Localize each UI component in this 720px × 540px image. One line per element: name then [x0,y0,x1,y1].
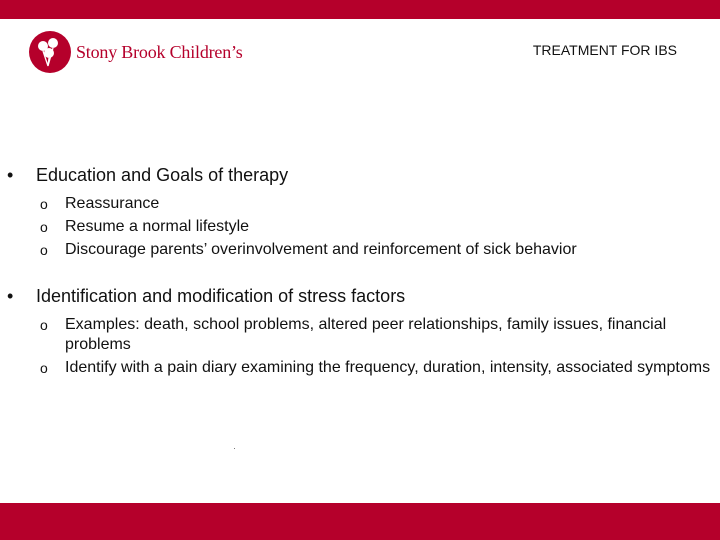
balloons-logo-icon [28,30,72,74]
stray-dot [234,448,235,449]
circle-bullet-icon: o [40,219,48,235]
slide-title: TREATMENT FOR IBS [532,42,677,58]
circle-bullet-icon: o [40,196,48,212]
list-item-text: Discourage parents’ overinvolvement and reinforcement of sick behavior [65,241,577,258]
circle-bullet-icon: o [40,360,48,376]
list-item-text: Reassurance [65,195,160,212]
section-heading-text: Education and Goals of therapy [36,165,289,185]
top-banner [0,0,720,19]
list-item-text: Identify with a pain diary examining the frequency, duration, intensity, associated symptoms [65,359,711,376]
circle-bullet-icon: o [40,317,48,333]
brand-name: Stony Brook Children’s [76,41,243,62]
bullet-icon: • [7,286,14,306]
list-item-text: Examples: death, school problems, altered peer relationships, family issues, financial problems [65,316,667,353]
brand-logo [28,30,243,74]
list-item-text: Resume a normal lifestyle [65,218,250,235]
bottom-banner [0,503,720,540]
bullet-icon: • [7,165,14,185]
circle-bullet-icon: o [40,242,48,258]
section-heading-text: Identification and modification of stress factors [36,286,406,306]
